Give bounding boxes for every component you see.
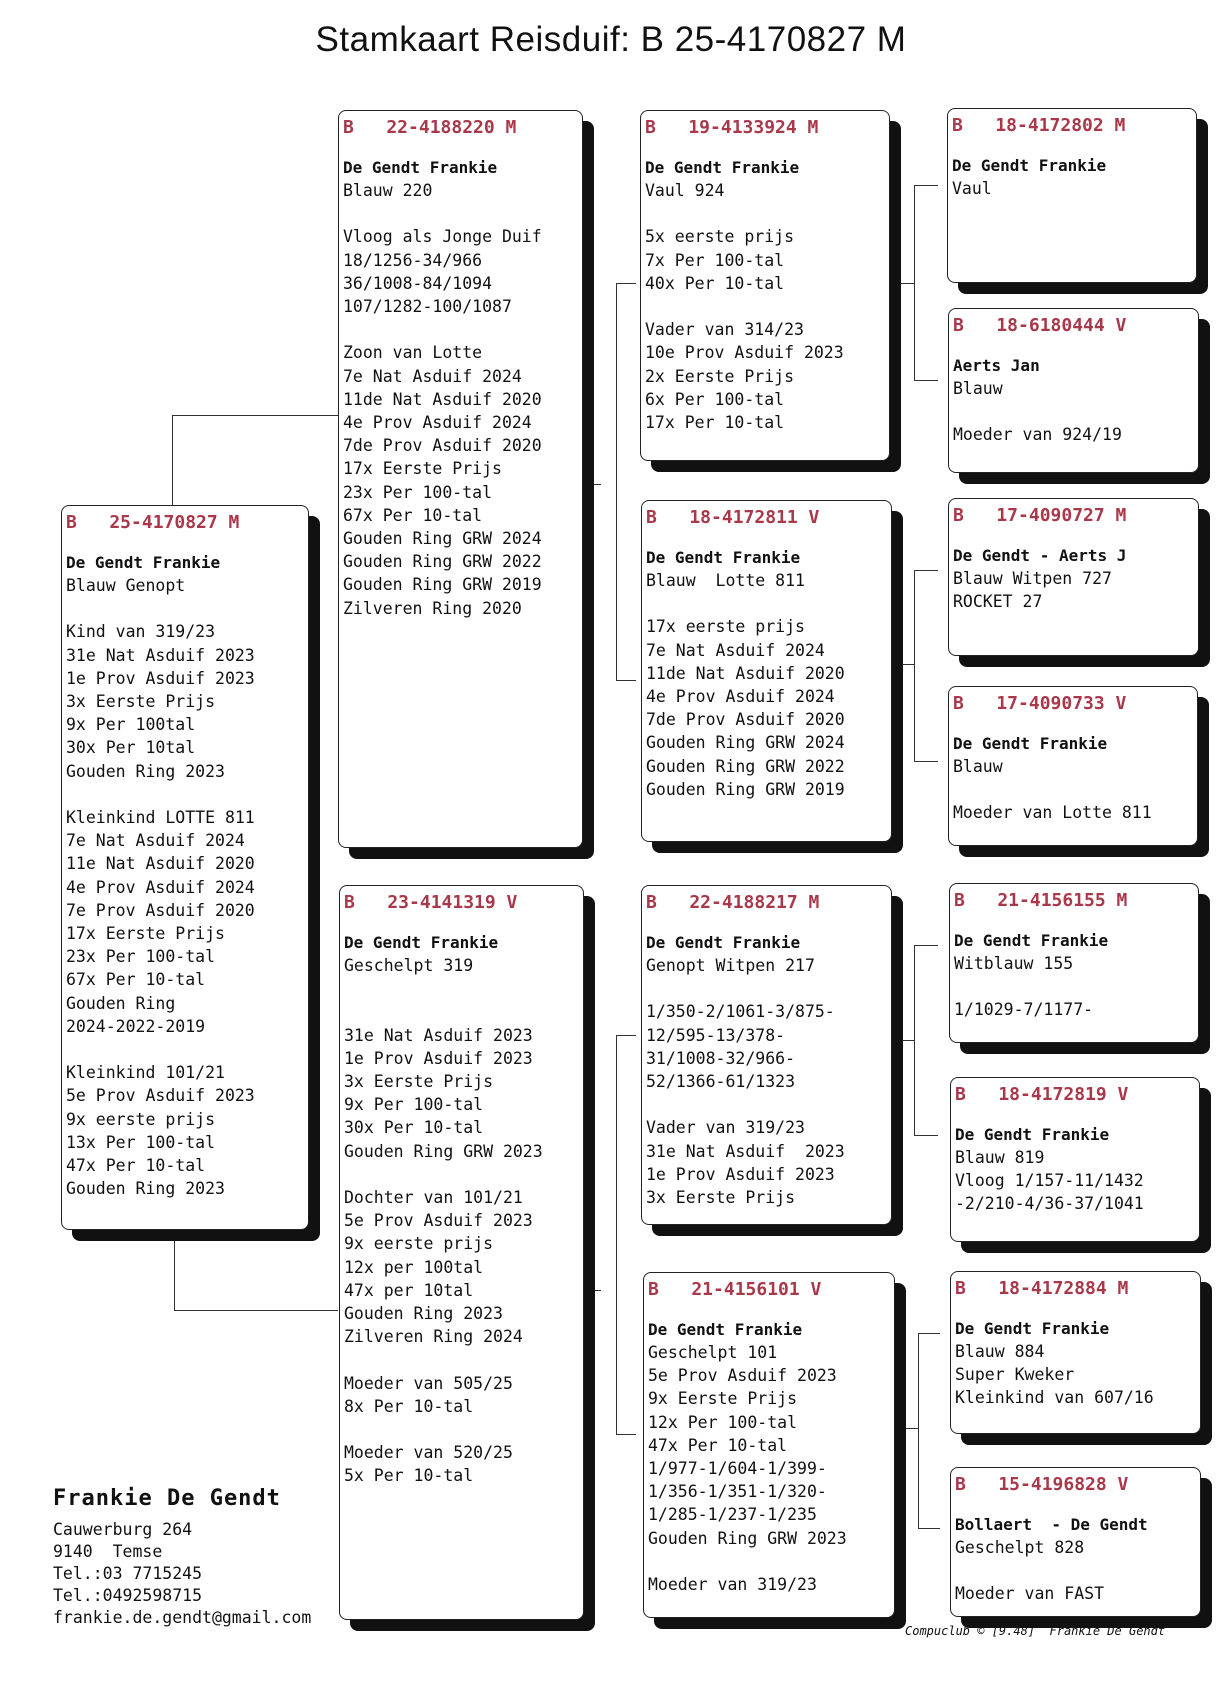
detail-line: Moeder van 505/25	[344, 1373, 513, 1393]
breeder-name: De Gendt Frankie	[954, 931, 1109, 950]
detail-line: 5e Prov Asduif 2023	[344, 1211, 533, 1231]
ring-number: B 22-4188220 M	[343, 117, 517, 138]
detail-line: 5x Per 10-tal	[344, 1466, 474, 1486]
owner-city: 9140 Temse	[53, 1542, 163, 1561]
detail-line	[66, 597, 305, 620]
detail-line: 1/350-2/1061-3/875-	[646, 1002, 835, 1022]
detail-line	[954, 975, 1195, 998]
breeder-name: Aerts Jan	[953, 356, 1040, 375]
connector-mother	[616, 1035, 617, 1435]
owner-name: Frankie De Gendt	[53, 1486, 281, 1511]
owner-email: frankie.de.gendt@gmail.com	[53, 1608, 312, 1627]
detail-line: Gouden Ring	[66, 993, 176, 1013]
connector-father	[581, 484, 601, 485]
detail-line: Gouden Ring GRW 2022	[343, 552, 542, 572]
connector-mother	[581, 1290, 601, 1291]
detail-line: 17x Per 10-tal	[645, 413, 785, 432]
detail-line	[344, 1348, 580, 1371]
detail-line: Vader van 319/23	[646, 1118, 805, 1138]
detail-line: 3x Eerste Prijs	[66, 692, 216, 711]
detail-line	[953, 400, 1195, 423]
detail-line: 7e Nat Asduif 2024	[646, 640, 825, 660]
breeder-name: De Gendt Frankie	[646, 933, 801, 952]
detail-line: 4e Prov Asduif 2024	[66, 877, 255, 897]
detail-line: Vaul 924	[645, 181, 725, 200]
detail-line: 13x Per 100-tal	[66, 1132, 216, 1152]
breeder-name: De Gendt - Aerts J	[953, 546, 1127, 565]
pedigree-card-fm	[641, 500, 892, 842]
card-details	[646, 954, 888, 1209]
detail-line: 11de Nat Asduif 2020	[646, 663, 845, 683]
detail-line: Gouden Ring 2023	[66, 1179, 225, 1199]
detail-line: 7de Prov Asduif 2020	[646, 710, 845, 730]
detail-line: 5e Prov Asduif 2023	[648, 1366, 837, 1386]
detail-line: Gouden Ring GRW 2024	[646, 733, 845, 753]
connector-ff	[889, 283, 914, 284]
detail-line	[646, 977, 888, 1000]
detail-line: 23x Per 100-tal	[343, 482, 493, 502]
connector-subject	[172, 415, 338, 416]
detail-line: 1e Prov Asduif 2023	[646, 1164, 835, 1184]
detail-line: 3x Eerste Prijs	[646, 1188, 796, 1207]
ring-number: B 18-4172819 V	[955, 1084, 1129, 1105]
detail-line: 31/1008-32/966-	[646, 1048, 796, 1068]
detail-line: Genopt Witpen 217	[646, 956, 815, 975]
connector-mf	[914, 1135, 938, 1136]
detail-line: ROCKET 27	[953, 592, 1043, 612]
connector-mm	[918, 1333, 919, 1529]
detail-line	[646, 592, 888, 615]
detail-line: Gouden Ring GRW 2023	[648, 1528, 847, 1548]
connector-father	[616, 283, 617, 681]
connector-ff	[914, 185, 915, 381]
pedigree-card-mm	[643, 1272, 895, 1618]
detail-line: Vloog 1/157-11/1432	[955, 1171, 1144, 1191]
connector-mother	[616, 1035, 636, 1036]
ring-number: B 18-4172802 M	[952, 115, 1126, 136]
detail-line: 23x Per 100-tal	[66, 947, 216, 967]
detail-line: Blauw	[953, 757, 1003, 776]
connector-ff	[914, 380, 938, 381]
detail-line: 12x per 100tal	[344, 1257, 484, 1277]
connector-mother	[616, 1434, 636, 1435]
detail-line: 18/1256-34/966	[343, 250, 483, 270]
detail-line: 4e Prov Asduif 2024	[343, 413, 532, 432]
detail-line: Zoon van Lotte	[343, 343, 483, 363]
card-details	[953, 377, 1195, 447]
pedigree-card-mother	[339, 885, 584, 1620]
connector-fm	[914, 570, 915, 762]
detail-line: 1/285-1/237-1/235	[648, 1505, 817, 1525]
detail-line: 7e Nat Asduif 2024	[66, 831, 245, 851]
pedigree-card-mf	[641, 885, 892, 1225]
detail-line: 5x eerste prijs	[645, 227, 795, 247]
owner-block	[53, 1486, 311, 1629]
connector-father	[616, 283, 636, 284]
detail-line: 9x Per 100-tal	[344, 1095, 484, 1115]
detail-line: 3x Eerste Prijs	[344, 1071, 494, 1091]
detail-line: 7e Prov Asduif 2020	[66, 900, 255, 920]
detail-line: Moeder van 520/25	[344, 1443, 513, 1463]
detail-line	[66, 1038, 305, 1061]
detail-line	[344, 1000, 580, 1023]
detail-line: Vloog als Jonge Duif	[343, 227, 542, 247]
detail-line	[645, 295, 886, 318]
detail-line: Kind van 319/23	[66, 622, 216, 642]
detail-line: Blauw 220	[343, 181, 433, 200]
connector-subject	[172, 415, 173, 511]
detail-line: 2x Eerste Prijs	[645, 366, 795, 386]
detail-line: Moeder van 924/19	[953, 425, 1122, 445]
ring-number: B 22-4188217 M	[646, 892, 820, 913]
pedigree-card-fmm	[948, 686, 1198, 846]
detail-line: Blauw Witpen 727	[953, 569, 1112, 588]
card-details	[953, 755, 1194, 825]
pedigree-card-fff	[947, 108, 1197, 283]
detail-line: 2024-2022-2019	[66, 1016, 206, 1036]
detail-line: Geschelpt 319	[344, 956, 474, 975]
detail-line: Super Kweker	[955, 1365, 1075, 1385]
detail-line	[955, 1559, 1197, 1582]
card-details	[66, 574, 305, 1200]
pedigree-card-mmf	[950, 1271, 1201, 1434]
detail-line: 7de Prov Asduif 2020	[343, 436, 542, 456]
detail-line: 31e Nat Asduif 2023	[646, 1141, 845, 1161]
detail-line: 7e Nat Asduif 2024	[343, 366, 522, 386]
detail-line: Gouden Ring GRW 2024	[343, 529, 542, 549]
detail-line: 31e Nat Asduif 2023	[66, 645, 255, 665]
breeder-name: De Gendt Frankie	[955, 1125, 1110, 1144]
detail-line: Gouden Ring 2023	[344, 1304, 503, 1323]
detail-line: 47x per 10tal	[344, 1280, 474, 1300]
detail-line: 17x eerste prijs	[646, 617, 805, 637]
card-details	[645, 179, 886, 434]
detail-line: Gouden Ring GRW 2022	[646, 756, 845, 776]
detail-line: 1/356-1/351-1/320-	[648, 1482, 827, 1502]
ring-number: B 17-4090733 V	[953, 693, 1127, 714]
detail-line: 1e Prov Asduif 2023	[344, 1048, 533, 1068]
connector-subject	[174, 1310, 338, 1311]
detail-line: Gouden Ring 2023	[66, 761, 225, 781]
connector-fm	[914, 761, 938, 762]
detail-line: Blauw 819	[955, 1148, 1045, 1167]
ring-number: B 18-6180444 V	[953, 315, 1127, 336]
detail-line: Zilveren Ring 2020	[343, 598, 522, 618]
breeder-name: De Gendt Frankie	[952, 156, 1107, 175]
card-details	[955, 1536, 1197, 1606]
breeder-name: Bollaert - De Gendt	[955, 1515, 1148, 1534]
owner-mobile: Tel.:0492598715	[53, 1586, 203, 1605]
card-details	[955, 1146, 1196, 1216]
detail-line: 1/1029-7/1177-	[954, 1000, 1094, 1020]
card-details	[953, 567, 1195, 613]
detail-line: 107/1282-100/1087	[343, 297, 512, 316]
owner-address: Cauwerburg 264	[53, 1520, 193, 1539]
detail-line: Moeder van 319/23	[648, 1575, 817, 1595]
detail-line: Kleinkind 101/21	[66, 1063, 225, 1083]
connector-mf	[891, 1040, 914, 1041]
card-details	[648, 1341, 891, 1596]
detail-line: 7x Per 100-tal	[645, 250, 785, 270]
detail-line: Vaul	[952, 179, 992, 198]
breeder-name: De Gendt Frankie	[66, 553, 221, 572]
detail-line: Dochter van 101/21	[344, 1187, 523, 1207]
card-details	[955, 1340, 1197, 1410]
connector-father	[616, 680, 636, 681]
pedigree-card-ffm	[948, 308, 1199, 473]
connector-mm	[894, 1428, 918, 1429]
detail-line: 17x Eerste Prijs	[343, 459, 502, 479]
card-details	[646, 569, 888, 801]
detail-line: Gouden Ring GRW 2019	[646, 779, 845, 799]
detail-line: Moeder van FAST	[955, 1584, 1105, 1604]
ring-number: B 23-4141319 V	[344, 892, 518, 913]
detail-line	[344, 977, 580, 1000]
connector-mm	[918, 1333, 940, 1334]
detail-line	[953, 778, 1194, 801]
detail-line: Blauw 884	[955, 1342, 1045, 1361]
ring-number: B 17-4090727 M	[953, 505, 1127, 526]
detail-line: 47x Per 10-tal	[66, 1156, 206, 1176]
detail-line: 67x Per 10-tal	[343, 505, 483, 525]
detail-line: 8x Per 10-tal	[344, 1396, 474, 1416]
detail-line: Gouden Ring GRW 2019	[343, 575, 542, 595]
card-details	[344, 954, 580, 1488]
detail-line: Blauw	[953, 379, 1003, 398]
detail-line: Zilveren Ring 2024	[344, 1327, 523, 1347]
ring-number: B 18-4172811 V	[646, 507, 820, 528]
breeder-name: De Gendt Frankie	[646, 548, 801, 567]
ring-number: B 18-4172884 M	[955, 1278, 1129, 1299]
detail-line	[344, 1163, 580, 1186]
detail-line: 30x Per 10tal	[66, 738, 196, 758]
pedigree-card-mff	[949, 883, 1199, 1043]
connector-subject	[174, 1230, 175, 1310]
pedigree-card-mmm	[950, 1467, 1201, 1617]
connector-fm	[891, 664, 914, 665]
breeder-name: De Gendt Frankie	[648, 1320, 803, 1339]
detail-line: 6x Per 100-tal	[645, 389, 785, 409]
detail-line	[344, 1418, 580, 1441]
detail-line: -2/210-4/36-37/1041	[955, 1194, 1144, 1214]
connector-mm	[918, 1528, 940, 1529]
detail-line: 1/977-1/604-1/399-	[648, 1459, 827, 1479]
breeder-name: De Gendt Frankie	[344, 933, 499, 952]
detail-line: 67x Per 10-tal	[66, 970, 206, 990]
owner-phone: Tel.:03 7715245	[53, 1564, 203, 1583]
detail-line: Blauw Lotte 811	[646, 571, 805, 590]
pedigree-card-fmf	[948, 498, 1199, 656]
detail-line: Geschelpt 828	[955, 1538, 1085, 1557]
connector-ff	[914, 185, 938, 186]
detail-line	[648, 1550, 891, 1573]
detail-line: 12x Per 100-tal	[648, 1412, 798, 1432]
detail-line: 12/595-13/378-	[646, 1025, 786, 1045]
detail-line: 9x eerste prijs	[66, 1109, 216, 1129]
detail-line	[645, 202, 886, 225]
detail-line: 40x Per 10-tal	[645, 273, 785, 293]
detail-line: 11e Nat Asduif 2020	[66, 854, 255, 874]
detail-line: 10e Prov Asduif 2023	[645, 343, 844, 363]
detail-line: 9x eerste prijs	[344, 1234, 494, 1254]
pedigree-card-father	[338, 110, 583, 848]
detail-line: Gouden Ring GRW 2023	[344, 1141, 543, 1161]
detail-line: Blauw Genopt	[66, 576, 186, 595]
breeder-name: De Gendt Frankie	[343, 158, 498, 177]
card-details	[954, 952, 1195, 1022]
detail-line: Witblauw 155	[954, 954, 1074, 973]
page-title: Stamkaart Reisduif: B 25-4170827 M	[315, 20, 907, 59]
detail-line	[646, 1093, 888, 1116]
breeder-name: De Gendt Frankie	[955, 1319, 1110, 1338]
ring-number: B 19-4133924 M	[645, 117, 819, 138]
ring-number: B 25-4170827 M	[66, 512, 240, 533]
ring-number: B 21-4156101 V	[648, 1279, 822, 1300]
connector-fm	[914, 570, 938, 571]
detail-line: 30x Per 10-tal	[344, 1118, 484, 1138]
connector-mf	[914, 945, 915, 1136]
pedigree-card-subject	[61, 505, 309, 1230]
detail-line	[343, 318, 579, 341]
breeder-name: De Gendt Frankie	[645, 158, 800, 177]
detail-line: 31e Nat Asduif 2023	[344, 1025, 533, 1045]
detail-line	[343, 202, 579, 225]
detail-line: Moeder van Lotte 811	[953, 803, 1152, 823]
detail-line: 9x Eerste Prijs	[648, 1389, 798, 1409]
detail-line: 17x Eerste Prijs	[66, 924, 225, 944]
detail-line: 52/1366-61/1323	[646, 1072, 796, 1091]
detail-line: 36/1008-84/1094	[343, 273, 493, 293]
card-details	[952, 177, 1193, 200]
pedigree-card-ff	[640, 110, 890, 461]
card-details	[343, 179, 579, 620]
detail-line: Geschelpt 101	[648, 1343, 778, 1362]
detail-line	[66, 783, 305, 806]
detail-line: 5e Prov Asduif 2023	[66, 1086, 255, 1106]
pedigree-card-mfm	[950, 1077, 1200, 1242]
detail-line: 9x Per 100tal	[66, 715, 196, 735]
ring-number: B 21-4156155 M	[954, 890, 1128, 911]
breeder-name: De Gendt Frankie	[953, 734, 1108, 753]
detail-line: 4e Prov Asduif 2024	[646, 687, 835, 706]
footer-credit: Compuclub © [9.48] Frankie De Gendt	[905, 1624, 1166, 1638]
connector-mf	[914, 945, 938, 946]
detail-line: Vader van 314/23	[645, 320, 804, 340]
detail-line: 11de Nat Asduif 2020	[343, 389, 542, 409]
ring-number: B 15-4196828 V	[955, 1474, 1129, 1495]
detail-line: 47x Per 10-tal	[648, 1435, 788, 1455]
detail-line: 1e Prov Asduif 2023	[66, 668, 255, 688]
detail-line: Kleinkind van 607/16	[955, 1388, 1154, 1408]
detail-line: Kleinkind LOTTE 811	[66, 808, 255, 827]
